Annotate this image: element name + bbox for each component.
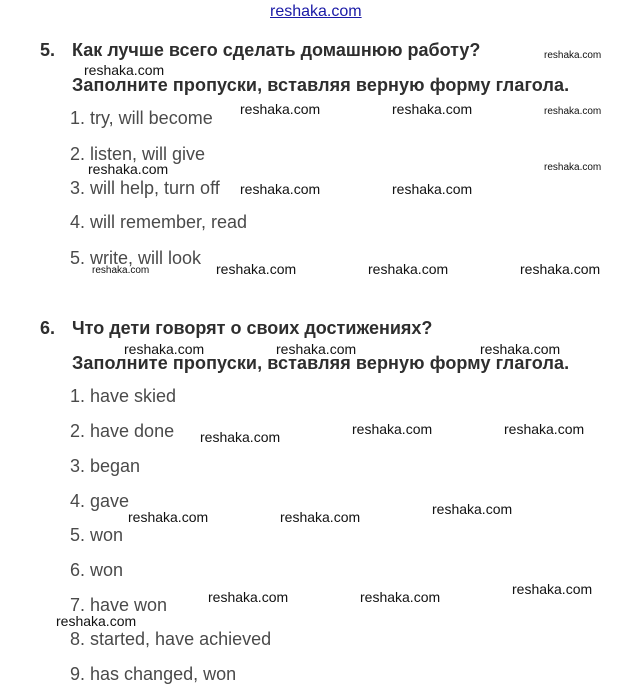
watermark: reshaka.com <box>208 589 289 605</box>
watermark: reshaka.com <box>432 501 513 517</box>
watermark: reshaka.com <box>480 341 561 357</box>
watermark: reshaka.com <box>216 261 297 277</box>
watermark: reshaka.com <box>200 429 281 445</box>
task-5-answer-4: 4. will remember, read <box>70 212 248 232</box>
task-5-number: 5. <box>40 40 56 60</box>
task-5-answer-3: 3. will help, turn off <box>70 178 220 198</box>
task-5-question: Как лучше всего сделать домашнюю работу? <box>72 40 481 60</box>
watermark: reshaka.com <box>92 265 150 276</box>
task-5-answer-5: 5. write, will look <box>70 248 202 268</box>
task-6-answer-2: 2. have done <box>70 421 175 441</box>
task-6-answer-4: 4. gave <box>70 491 130 511</box>
task-6-answer-8: 8. started, have achieved <box>70 629 272 649</box>
watermark: reshaka.com <box>504 421 585 437</box>
task-5-answer-2: 2. listen, will give <box>70 144 206 164</box>
task-6-answer-5: 5. won <box>70 525 124 545</box>
watermark: reshaka.com <box>544 162 602 173</box>
watermark: reshaka.com <box>240 181 321 197</box>
watermark: reshaka.com <box>280 509 361 525</box>
task-6-answer-6: 6. won <box>70 560 124 580</box>
watermark: reshaka.com <box>512 581 593 597</box>
watermark: reshaka.com <box>128 509 209 525</box>
task-6-answer-7: 7. have won <box>70 595 168 615</box>
watermark: reshaka.com <box>392 101 473 117</box>
site-link[interactable]: reshaka.com <box>270 3 362 20</box>
watermark: reshaka.com <box>368 261 449 277</box>
watermark: reshaka.com <box>84 62 165 78</box>
task-6-answer-9: 9. has changed, won <box>70 664 237 684</box>
watermark: reshaka.com <box>352 421 433 437</box>
watermark: reshaka.com <box>544 106 602 117</box>
task-6-answer-3: 3. began <box>70 456 141 476</box>
task-6-number: 6. <box>40 318 56 338</box>
watermark: reshaka.com <box>56 613 137 629</box>
watermark: reshaka.com <box>360 589 441 605</box>
watermark: reshaka.com <box>88 161 169 177</box>
watermark: reshaka.com <box>544 50 602 61</box>
task-5-answer-1: 1. try, will become <box>70 108 213 128</box>
watermark: reshaka.com <box>240 101 321 117</box>
task-6-question: Что дети говорят о своих достижениях? <box>72 318 433 338</box>
task-6-instruction: Заполните пропуски, вставляя верную форму глагола. <box>72 353 570 373</box>
watermark: reshaka.com <box>520 261 601 277</box>
task-6-answer-1: 1. have skied <box>70 386 177 406</box>
task-5-instruction: Заполните пропуски, вставляя верную форму глагола. <box>72 75 570 95</box>
watermark: reshaka.com <box>276 341 357 357</box>
watermark: reshaka.com <box>124 341 205 357</box>
watermark: reshaka.com <box>392 181 473 197</box>
